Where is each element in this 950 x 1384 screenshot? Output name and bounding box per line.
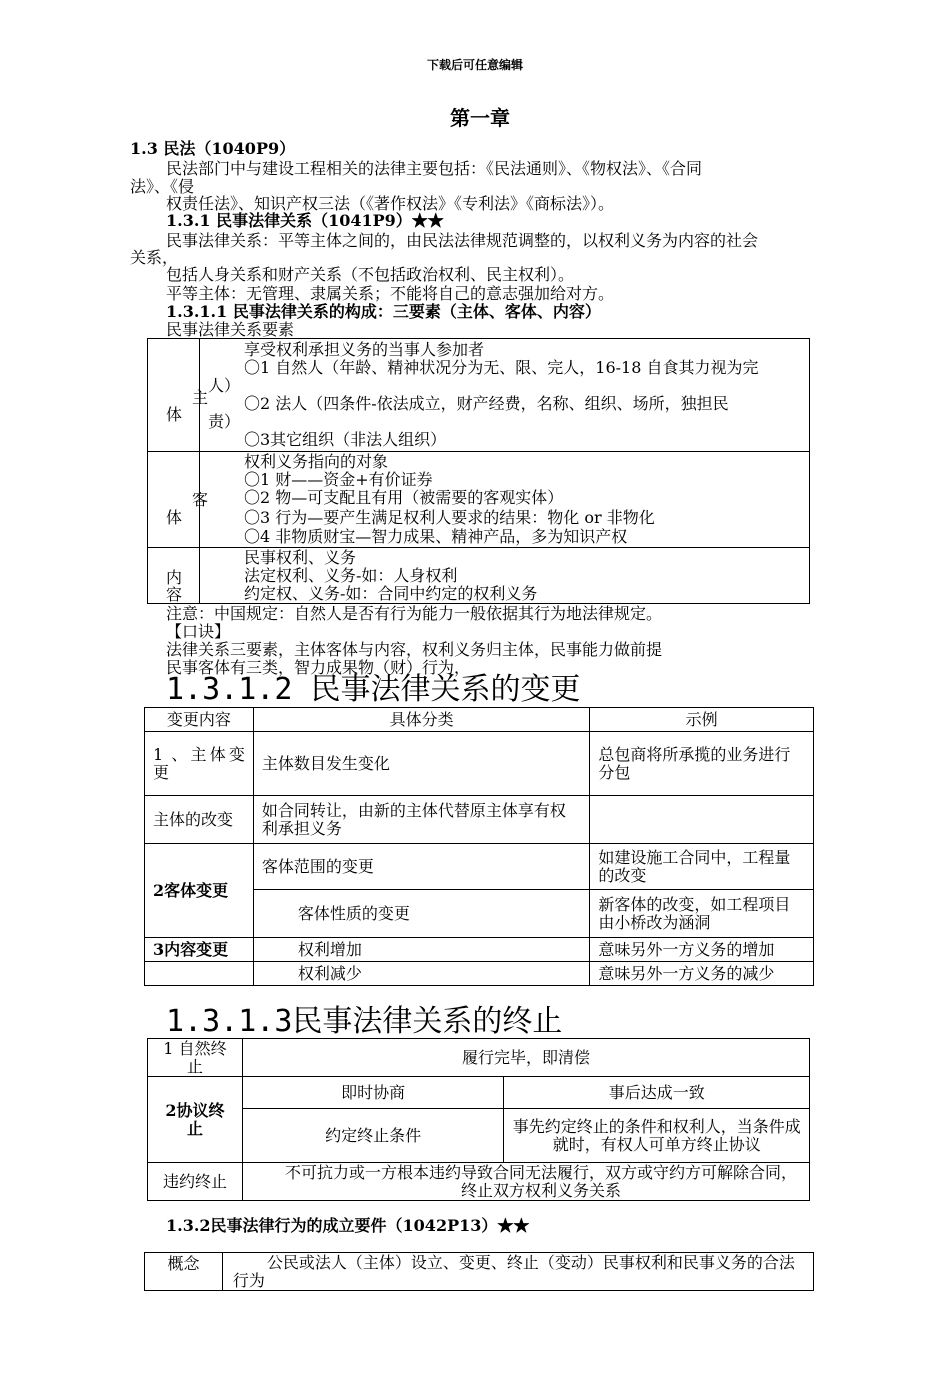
subject-line-3: 人） <box>208 376 241 395</box>
content-line-2: 法定权利、义务-如：人身权利 <box>244 566 458 585</box>
subject-line-2: 〇1 自然人（年龄、精神状况分为无、限、完人，16-18 自食其力视为完 <box>244 358 759 377</box>
object-label-a: 客 <box>192 490 209 509</box>
change-cell: 意味另外一方义务的增加 <box>590 938 814 962</box>
object-line-2: 〇1 财——资金+有价证券 <box>244 470 433 489</box>
elements-table <box>147 338 810 604</box>
object-label-b: 体 <box>166 508 183 527</box>
mnemonic-label: 【口诀】 <box>166 622 231 641</box>
object-line-5: 〇4 非物质财宝—智力成果、精神产品，多为知识产权 <box>244 527 628 546</box>
breach-termination-label: 违约终止 <box>148 1163 243 1201</box>
table-row <box>148 1077 810 1109</box>
change-cell: 新客体的改变，如工程项目由小桥改为涵洞 <box>590 890 814 938</box>
change-cell: 权利减少 <box>253 962 589 986</box>
table-row <box>148 1039 810 1077</box>
change-cell: 主体的改变 <box>145 796 254 844</box>
section-1-3-2-heading: 1.3.2民事法律行为的成立要件（1042P13）★★ <box>166 1216 530 1235</box>
content-line-3: 约定权、义务-如：合同中约定的权利义务 <box>244 584 538 603</box>
table-row <box>145 796 814 844</box>
civil-relation-def-line1: 民事法律关系：平等主体之间的，由民法法律规范调整的，以权利义务为内容的社会 <box>166 231 759 250</box>
object-line-4: 〇3 行为—要产生满足权利人要求的结果：物化 or 非物化 <box>244 508 655 527</box>
table-row <box>148 1163 810 1201</box>
termination-table <box>147 1038 810 1201</box>
subject-label-a: 主 <box>192 388 209 407</box>
table-row <box>145 962 814 986</box>
breach-termination-text: 不可抗力或一方根本违约导致合同无法履行，双方或守约方可解除合同，终止双方权利义务关系 <box>242 1163 809 1201</box>
object-line-1: 权利义务指向的对象 <box>244 452 389 471</box>
change-cell: 意味另外一方义务的减少 <box>590 962 814 986</box>
change-cell: 如建设施工合同中，工程量的改变 <box>590 844 814 890</box>
section-1-3-1-3-heading: 1.3.1.3民事法律关系的终止 <box>166 1004 563 1039</box>
natural-termination-text: 履行完毕，即清偿 <box>242 1039 809 1077</box>
concept-label: 概念 <box>145 1253 223 1291</box>
table-row <box>145 732 814 796</box>
subject-line-4: 〇2 法人（四条件-依法成立，财产经费，名称、组织、场所，独担民 <box>244 394 729 413</box>
change-cell: 3内容变更 <box>145 938 254 962</box>
change-cell: 如合同转让，由新的主体代替原主体享有权利承担义务 <box>253 796 589 844</box>
natural-termination-label: 1 自然终止 <box>148 1039 243 1077</box>
concept-table <box>144 1252 814 1291</box>
elements-label: 民事法律关系要素 <box>166 320 295 339</box>
change-cell: 客体性质的变更 <box>253 890 589 938</box>
section-1-3-para-line1: 民法部门中与建设工程相关的法律主要包括：《民法通则》、《物权法》、《合同 <box>166 159 703 178</box>
change-col-header: 变更内容 <box>145 708 254 732</box>
change-col-header: 示例 <box>590 708 814 732</box>
section-1-3-para-line3: 权责任法》、知识产权三法（《著作权法》《专利法》《商标法》）。 <box>166 194 615 213</box>
table-row <box>145 844 814 890</box>
change-cell: 主体数目发生变化 <box>253 732 589 796</box>
section-1-3-1-2-heading: 1.3.1.2 民事法律关系的变更 <box>166 672 581 707</box>
subject-line-5: 责） <box>208 412 241 431</box>
change-cell: 权利增加 <box>253 938 589 962</box>
change-table-header-row <box>145 708 814 732</box>
section-1-3-heading: 1.3 民法（1040P9） <box>130 139 296 158</box>
table-row <box>145 938 814 962</box>
change-table <box>144 707 814 986</box>
table-row <box>148 1109 810 1163</box>
section-1-3-1-heading: 1.3.1 民事法律关系（1041P9）★★ <box>166 211 444 230</box>
agreement-sub1-text: 事后达成一致 <box>504 1077 810 1109</box>
concept-text: 公民或法人（主体）设立、变更、终止（变动）民事权利和民事义务的合法行为 <box>222 1253 813 1291</box>
change-cell: 总包商将所承揽的业务进行分包 <box>590 732 814 796</box>
section-1-3-para-line2: 法》、《侵 <box>130 177 195 196</box>
change-cell <box>590 796 814 844</box>
mnemonic-line-1: 法律关系三要素，主体客体与内容，权利义务归主体，民事能力做前提 <box>166 640 663 659</box>
civil-relation-def-line3: 包括人身关系和财产关系（不包括政治权利、民主权利）。 <box>166 265 575 284</box>
agreement-sub2-text: 事先约定终止的条件和权利人，当条件成就时，有权人可单方终止协议 <box>504 1109 810 1163</box>
subject-label-b: 体 <box>166 405 183 424</box>
content-label-a: 内 <box>166 568 183 587</box>
change-cell <box>145 962 254 986</box>
content-line-1: 民事权利、义务 <box>244 548 357 567</box>
change-cell: 2客体变更 <box>145 844 254 938</box>
mnemonic-line-2: 民事客体有三类，智力成果物（财）行为， <box>166 658 471 677</box>
change-cell: 1 、主体变更 <box>145 732 254 796</box>
content-label-b: 容 <box>166 585 183 604</box>
civil-relation-def-line2: 关系， <box>130 248 179 267</box>
equal-subject-text: 平等主体：无管理、隶属关系；不能将自己的意志强加给对方。 <box>166 284 615 303</box>
agreement-termination-label: 2协议终止 <box>148 1077 243 1163</box>
agreement-sub1-label: 即时协商 <box>242 1077 504 1109</box>
subject-line-6: 〇3其它组织（非法人组织） <box>244 430 447 449</box>
change-col-header: 具体分类 <box>253 708 589 732</box>
chapter-title: 第一章 <box>450 106 510 130</box>
object-line-3: 〇2 物—可支配且有用（被需要的客观实体） <box>244 488 564 507</box>
table-row <box>145 1253 814 1291</box>
change-cell: 客体范围的变更 <box>253 844 589 890</box>
agreement-sub2-label: 约定终止条件 <box>242 1109 504 1163</box>
note-text: 注意：中国规定：自然人是否有行为能力一般依据其行为地法律规定。 <box>166 604 663 623</box>
subject-line-1: 享受权利承担义务的当事人参加者 <box>244 340 485 359</box>
page-header: 下载后可任意编辑 <box>426 58 523 72</box>
section-1-3-1-1-heading: 1.3.1.1 民事法律关系的构成：三要素（主体、客体、内容） <box>166 302 601 321</box>
